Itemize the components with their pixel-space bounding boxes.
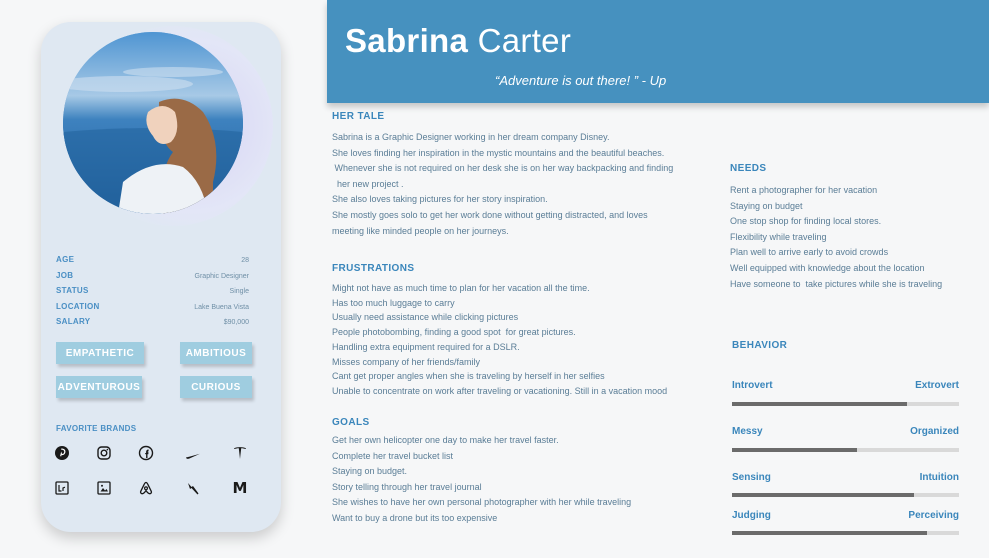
lightroom-icon [54,480,70,496]
need-item: One stop shop for finding local stores. [730,216,882,227]
frustration-item: Might not have as much time to plan for her vacation all the time. [332,283,590,293]
scale-fill [732,448,857,452]
scale-right-label: Organized [910,426,959,437]
instagram-icon [96,445,112,461]
goals-title: GOALS [332,417,370,428]
tale-line: She loves finding her inspiration in the mystic mountains and the beautiful beaches. [332,147,665,158]
scale-fill [732,493,914,497]
scale-right-label: Extrovert [915,380,959,391]
goal-item: Get her own helicopter one day to make her travel faster. [332,435,559,445]
behavior-title: BEHAVIOR [732,340,788,351]
profile-facts [56,255,249,333]
behavior-scale-sensing-intuition [732,472,959,483]
scale-track [732,493,959,497]
mcdonalds-icon: M [232,479,248,497]
frustration-item: Unable to concentrate on work after traveling or vacationing. Still in a vacation mood [332,385,668,396]
tale-line: She mostly goes solo to get her work done without getting distracted, and loves [332,209,648,220]
fact-job [56,271,249,287]
frustration-item: People photobombing, finding a good spot for great pictures. [332,327,576,338]
tesla-icon [232,445,248,461]
fact-value: Single [229,288,249,295]
fact-location [56,302,249,318]
behavior-scale-introvert-extrovert [732,380,959,391]
brands-title: FAVORITE BRANDS [56,424,137,433]
goal-item: She wishes to have her own personal photographer with her while traveling [332,497,632,508]
frustration-item: Handling extra equipment required for a DSLR. [332,341,520,352]
trait-badge-empathetic: EMPATHETIC [56,342,144,364]
needs-list [730,183,942,292]
tale-line: Whenever she is not required on her desk she is on her way backpacking and finding [332,163,674,174]
tale-line: She also loves taking pictures for her story inspiration. [332,194,548,205]
goals-list [332,433,631,527]
fact-age [56,255,249,271]
frustration-item: Usually need assistance while clicking pictures [332,312,519,323]
goal-item: Staying on budget. [332,466,408,477]
scale-fill [732,402,907,406]
tale-text [332,130,673,239]
fact-salary [56,317,249,333]
fact-key: SALARY [56,317,91,326]
fact-status [56,286,249,302]
fact-value: 28 [241,257,249,264]
behavior-scale-messy-organized [732,426,959,437]
scale-fill [732,531,927,535]
goal-item: Complete her travel bucket list [332,450,454,461]
tale-line: Sabrina is a Graphic Designer working in her dream company Disney. [332,132,610,142]
last-name: Carter [477,22,572,59]
tale-title: HER TALE [332,111,385,122]
trait-badge-curious: CURIOUS [180,376,252,398]
first-name: Sabrina [345,22,469,59]
need-item: Flexibility while traveling [730,231,827,242]
scale-right-label: Perceiving [908,510,959,521]
fact-key: LOCATION [56,301,100,311]
scale-right-label: Intuition [919,472,959,483]
pinterest-icon [54,445,70,461]
scale-left-label: Introvert [732,380,773,391]
fact-value: Lake Buena Vista [194,303,249,311]
frustrations-title: FRUSTRATIONS [332,263,415,274]
needs-title: NEEDS [730,163,767,174]
fact-key: JOB [56,270,74,280]
frustration-item: Misses company of her friends/family [332,356,481,367]
photo-app-icon [96,480,112,496]
goal-item: Want to buy a drone but its too expensive [332,512,498,523]
scale-left-label: Sensing [732,472,771,483]
trait-badge-adventurous: ADVENTUROUS [56,376,142,398]
avatar-wrap [63,30,253,220]
scale-track [732,402,959,406]
need-item: Staying on budget [730,200,803,211]
need-item: Have someone to take pictures while she is traveling [730,278,943,289]
behavior-scale-judging-perceiving [732,510,959,521]
need-item: Well equipped with knowledge about the location [730,262,925,273]
fact-value: $90,000 [223,319,249,326]
scale-track [732,448,959,452]
adobe-fresco-icon [185,480,201,496]
nike-icon [185,447,201,463]
persona-quote: “Adventure is out there! ” - Up [495,73,667,88]
facebook-icon [138,445,154,461]
scale-left-label: Messy [732,426,763,437]
fact-key: STATUS [56,286,89,295]
persona-header [327,0,989,103]
avatar [63,32,243,214]
persona-name [345,22,571,60]
scale-left-label: Judging [732,510,771,521]
need-item: Rent a photographer for her vacation [730,185,878,195]
need-item: Plan well to arrive early to avoid crowds [730,247,889,258]
avatar-photo [63,32,243,214]
frustration-item: Has too much luggage to carry [332,297,455,308]
fact-key: AGE [56,255,75,264]
tale-line: meeting like minded people on her journeys. [332,225,509,236]
tale-line: her new project . [332,178,404,189]
fact-value: Graphic Designer [194,272,249,280]
profile-card [41,22,281,532]
frustration-item: Cant get proper angles when she is traveling by herself in her selfies [332,371,605,382]
frustrations-list [332,281,667,399]
trait-badge-ambitious: AMBITIOUS [180,342,252,364]
goal-item: Story telling through her travel journal [332,481,482,492]
scale-track [732,531,959,535]
airbnb-icon [138,480,154,496]
